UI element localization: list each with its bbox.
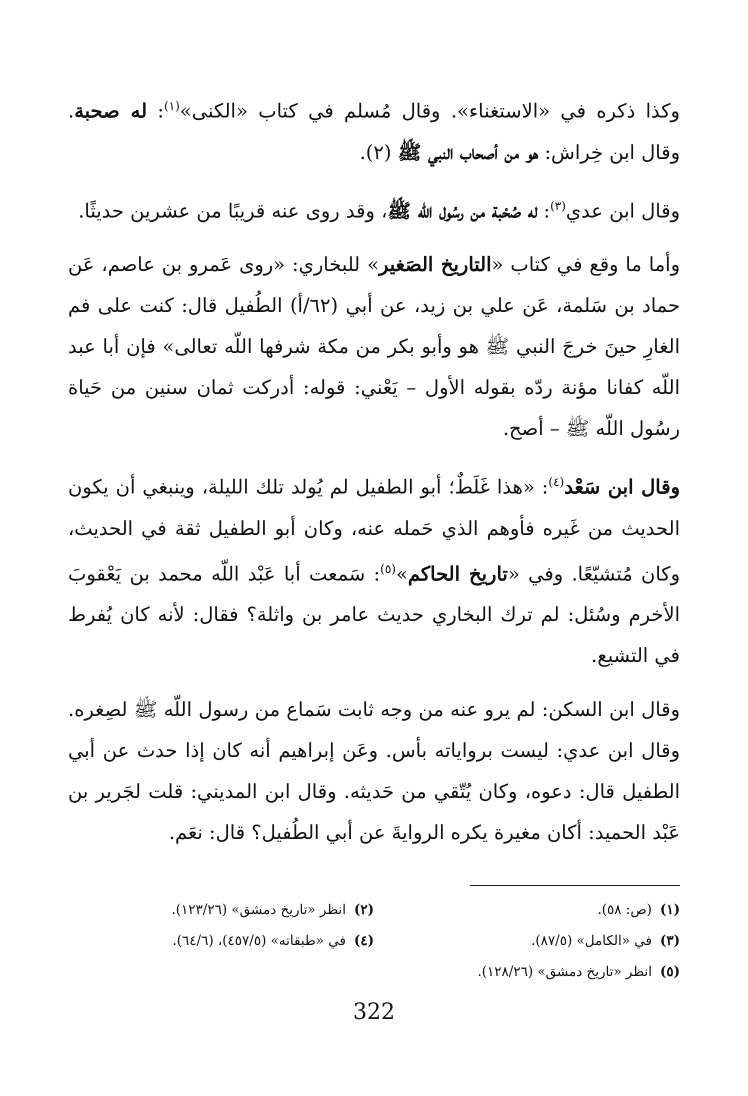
footnote-ref-3: (٣) — [550, 198, 566, 213]
text-run: : — [537, 199, 551, 222]
footnote-text: (ص: ٥٨). — [597, 902, 652, 918]
paragraph-4 — [68, 462, 680, 676]
book-title: تاريخ الحاكم — [407, 562, 508, 585]
bold-phrase: وقال ابن سَعْد — [564, 475, 680, 499]
footnote-4 — [68, 926, 374, 957]
book-title: التاريخ الصَغير — [379, 253, 492, 276]
footnotes — [68, 895, 680, 988]
text-run: : — [147, 99, 164, 123]
text-run: ، وقد روى عنه قريبًا من عشرين حديثًا. — [78, 199, 388, 222]
bold-phrase: له صحبة — [74, 99, 148, 123]
paragraph-1 — [68, 86, 680, 173]
text-run: » — [395, 562, 408, 585]
bold-phrase: هو من أصحاب النبي ﷺ — [397, 140, 539, 164]
page-number: 322 — [353, 1000, 395, 1025]
footnote-text: في «طبقاته» (٤٥٧/٥)، (٦٤/٦). — [172, 933, 346, 949]
text-run: » للبخاري: «روى عَمرو بن عاصم، عَن حماد بن سَلمة، عَن علي بن زيد، عن أبي (٦٢/أ) الطُفيل قال: كنت على فم الغارِ حينَ خرجَ النبي ﷺ هو وأبو بكر من مكة شرفها اللّه تعالى» فإن أبا عبد اللّه كفانا مؤنة ردّه بقوله الأول – يَعْني: قوله: أدركت ثمان سنين من حَياة رسُول اللّه ﷺ – أصح. — [68, 253, 680, 440]
footnote-text: انظر «تاريخ دمشق» (١٢٨/٢٦). — [477, 964, 652, 980]
footnote-ref-1: (١) — [163, 99, 180, 113]
text-run: . وقال ابن خِراش: — [68, 99, 680, 164]
footnote-1 — [374, 895, 680, 926]
footnote-row — [68, 895, 680, 926]
page-body — [68, 86, 680, 866]
footnote-text: انظر «تاريخ دمشق» (١٢٣/٢٦). — [171, 902, 346, 918]
footnote-number: (٣) — [659, 933, 680, 949]
text-run: وقال ابن السكن: لم يرو عنه من وجه ثابت سَماع من رسول اللّه ﷺ لصِغره. وقال ابن عدي: ليست برواياته بأس. وعَن إبراهيم أنه كان إذا حدث عن أبي الطفيل قال: دعوه، وكان يُتّقي من حَديثه. وقال ابن المديني: قلت لجَرير بن عَبْد الحميد: أكان مغيرة يكره الروايةَ عن أبي الطُفيل؟ قال: نعَم. — [68, 698, 680, 844]
text-run: (٢). — [359, 140, 398, 164]
footnote-number: (٤) — [353, 933, 374, 949]
footnote-ref-5: (٥) — [380, 561, 396, 576]
footnote-number: (٢) — [353, 902, 374, 918]
paragraph-3 — [68, 244, 680, 449]
paragraph-2 — [68, 186, 680, 232]
footnote-5 — [374, 957, 680, 988]
footnote-number: (١) — [659, 902, 680, 918]
footnote-2 — [68, 895, 374, 926]
footnote-3 — [374, 926, 680, 957]
footnote-number: (٥) — [659, 964, 680, 980]
text-run: وكذا ذكره في «الاستغناء». وقال مُسلم في كتاب «الكنى» — [179, 99, 680, 123]
footnote-row — [68, 957, 680, 988]
footnote-ref-4: (٤) — [548, 475, 565, 489]
bold-phrase: له صُحْبة من رسُول اللّه ﷺ — [387, 199, 538, 222]
text-run: : سَمعت أبا عَبْد اللّه محمد بن يَعْقوبَ الأخرم وسُئل: لم ترك البخاري حديث عامر بن واثلة؟ فقال: لأنه كان يُفرط في التشيع. — [68, 562, 680, 667]
text-run: : «هذا غَلَطٌ؛ أبو الطفيل لم يُولد تلك الليلة، وينبغي أن يكون الحديث من غَيره فأوهم الذي حَمله عنه، وكان أبو الطفيل ثقة في الحديث، وكان مُتشيّعًا. وفي « — [68, 475, 680, 585]
footnote-divider — [470, 885, 680, 886]
footnote-row — [68, 926, 680, 957]
text-run: وأما ما وقع في كتاب « — [491, 253, 680, 276]
footnote-text: في «الكامل» (٨٧/٥). — [531, 933, 652, 949]
text-run: وقال ابن عدي — [565, 199, 680, 222]
paragraph-5 — [68, 689, 680, 853]
